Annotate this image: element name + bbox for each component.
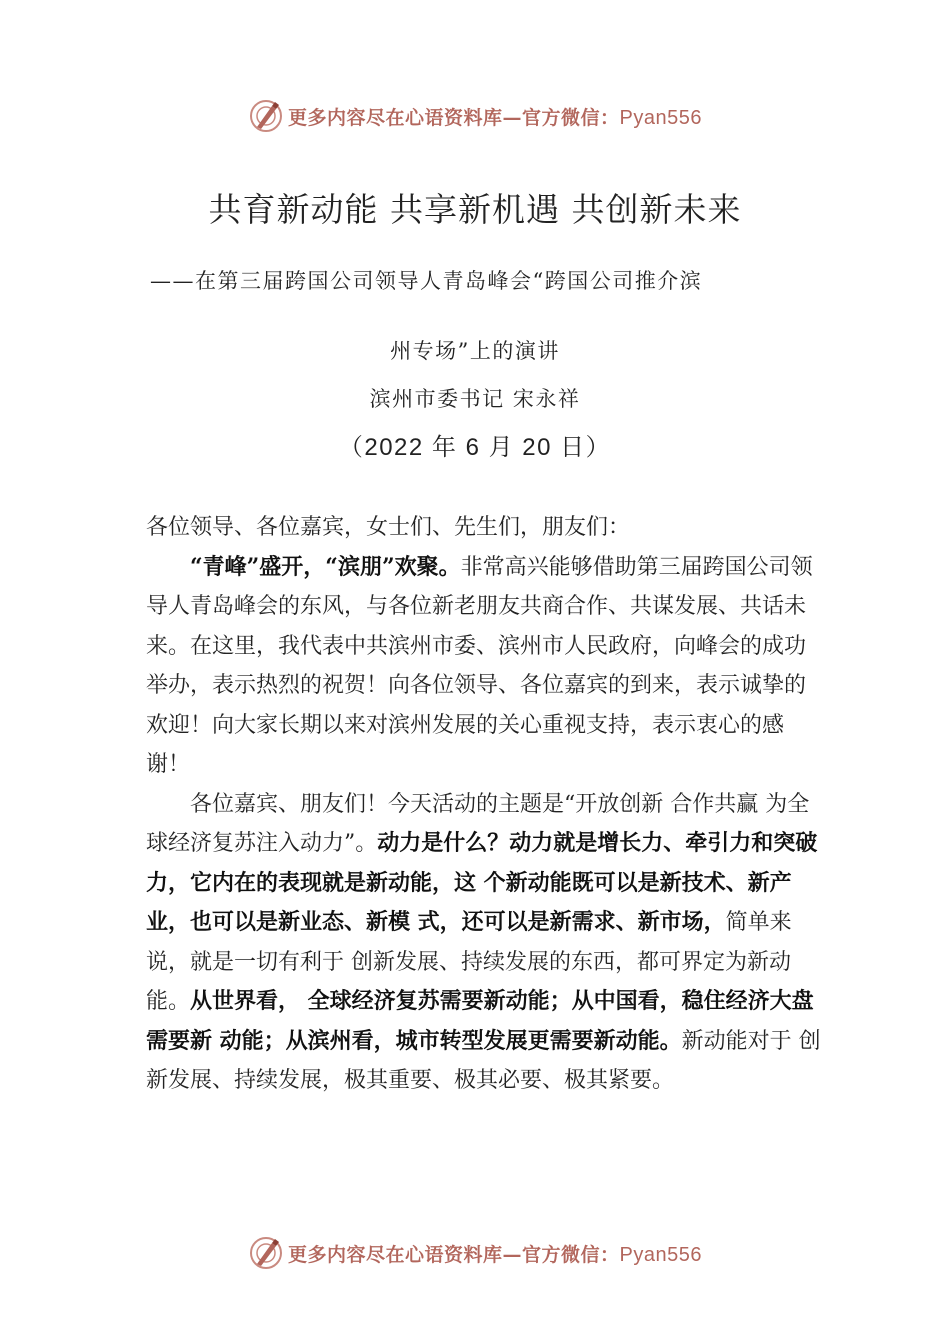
speaker-line: 滨州市委书记 宋永祥 xyxy=(369,387,581,411)
watermark-account: Pyan556 xyxy=(619,106,702,129)
greeting: 各位领导、各位嘉宾，女士们、先生们，朋友们： xyxy=(146,515,631,540)
paragraph-2-b: 动力是什么？动力就是增长力、牵引力和突破力，它内在的表现就是新动能，这 个新动能既可以是新技术、新产业，也可以是新业态、新模 式，还可以是新需求、新市场， xyxy=(146,830,818,935)
watermark-account: Pyan556 xyxy=(619,1243,702,1266)
paragraph-2-e: 新动能对于 创新发展、持续发展，极其重要、极其必要、极其紧要。 xyxy=(146,1028,821,1093)
watermark-banner-bottom xyxy=(0,1231,950,1275)
speech-body xyxy=(146,508,826,1101)
paragraph-2-d: 从世界看， 全球经济复苏需要新动能；从中国看，稳住经济大盘需要新 动能；从滨州看，城市转型发展更需要新动能。 xyxy=(146,988,814,1054)
paragraph-2 xyxy=(146,785,826,1101)
watermark-banner-top xyxy=(0,94,950,138)
pen-nib-logo-icon xyxy=(248,98,284,134)
paragraph-1-lead: “青峰”盛开，“滨朋”欢聚。 xyxy=(190,553,461,580)
subtitle-line-2: 州专场”上的演讲 xyxy=(390,339,560,363)
subtitle-line-1: ——在第三届跨国公司领导人青岛峰会“跨国公司推介滨 xyxy=(150,269,703,293)
paragraph-2-a: 各位嘉宾、朋友们！今天活动的主题是“开放创新 合作共赢 为全球经济复苏注入动力”。 xyxy=(146,791,810,856)
watermark-text: 更多内容尽在心语资料库—官方微信：Pyan556 xyxy=(288,106,702,129)
paragraph-2-c: 简单来说，就是一切有利于 创新发展、持续发展的东西，都可界定为新动能。 xyxy=(146,910,792,1014)
date-line: （2022 年 6 月 20 日） xyxy=(338,434,612,461)
paragraph-1 xyxy=(146,548,826,785)
watermark-text: 更多内容尽在心语资料库—官方微信：Pyan556 xyxy=(288,1243,702,1266)
pen-nib-logo-icon xyxy=(248,1235,284,1271)
paragraph-1-text: 非常高兴能够借助第三届跨国公司领导人青岛峰会的东风，与各位新老朋友共商合作、共谋发展、共话未来。在这里，我代表中共滨州市委、滨州市人民政府，向峰会的成功举办，表示热烈的祝贺！向各位领导、各位嘉宾的到来，表示诚挚的欢迎！向大家长期以来对滨州发展的关心重视支持，表示衷心的感谢！ xyxy=(146,554,813,777)
document-title: 共育新动能 共享新机遇 共创新未来 xyxy=(208,190,742,229)
